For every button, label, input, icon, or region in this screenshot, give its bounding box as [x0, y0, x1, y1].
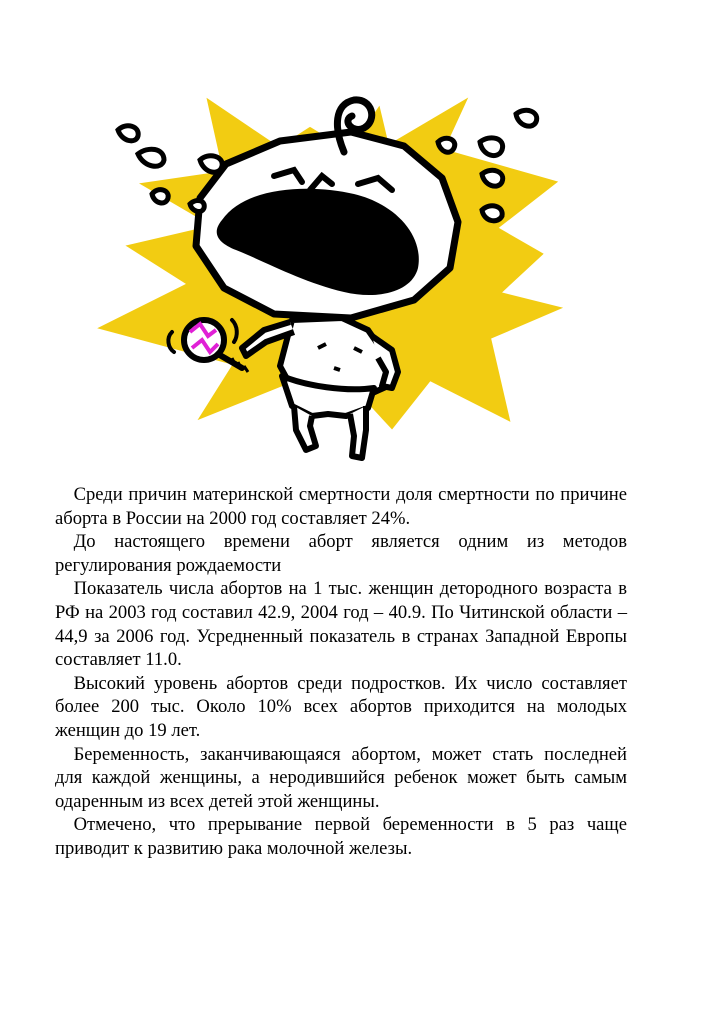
crying-baby-icon — [96, 86, 566, 466]
tear-icon — [152, 190, 168, 203]
tear-icon — [118, 126, 138, 141]
tear-icon — [480, 138, 503, 156]
tear-icon — [482, 170, 503, 186]
paragraph — [55, 577, 627, 671]
belly-detail — [334, 368, 340, 370]
paragraph-text: Беременность, заканчивающаяся абортом, может стать последней для каждой женщины, а неродившийся ребенок может быть самым одаренным из всех детей этой женщины. — [55, 743, 627, 812]
tear-icon — [138, 149, 164, 166]
tear-icon — [190, 201, 204, 212]
paragraph-text: Высокий уровень абортов среди подростков. Их число составляет более 200 тыс. Около 10% всех абортов приходится на молодых женщин до 19 лет. — [55, 672, 627, 741]
paragraph — [55, 483, 627, 530]
paragraph — [55, 530, 627, 577]
paragraph-text: Отмечено, что прерывание первой беременности в 5 раз чаще приводит к развитию рака молочной железы. — [55, 814, 627, 859]
paragraph — [55, 672, 627, 743]
tear-icon — [516, 110, 537, 126]
right-leg — [350, 406, 366, 458]
tear-icon — [200, 156, 222, 173]
paragraph — [55, 813, 627, 860]
paragraph-text: Среди причин материнской смертности доля смертности по причине аборта в России на 2000 год составляет 24%. — [55, 484, 627, 529]
paragraph-text: Показатель числа абортов на 1 тыс. женщин детородного возраста в РФ на 2003 год составил 42.9, 2004 год – 40.9. По Читинской области – 44,9 за 2006 год. Усредненный показатель в странах Западной Европы составляет 11.0. — [55, 578, 627, 671]
tear-icon — [482, 206, 502, 221]
paragraph — [55, 743, 627, 814]
paragraph-text: До настоящего времени аборт является одним из методов регулирования рождаемости — [55, 531, 627, 576]
tear-icon — [438, 138, 455, 152]
article-text — [55, 483, 627, 861]
